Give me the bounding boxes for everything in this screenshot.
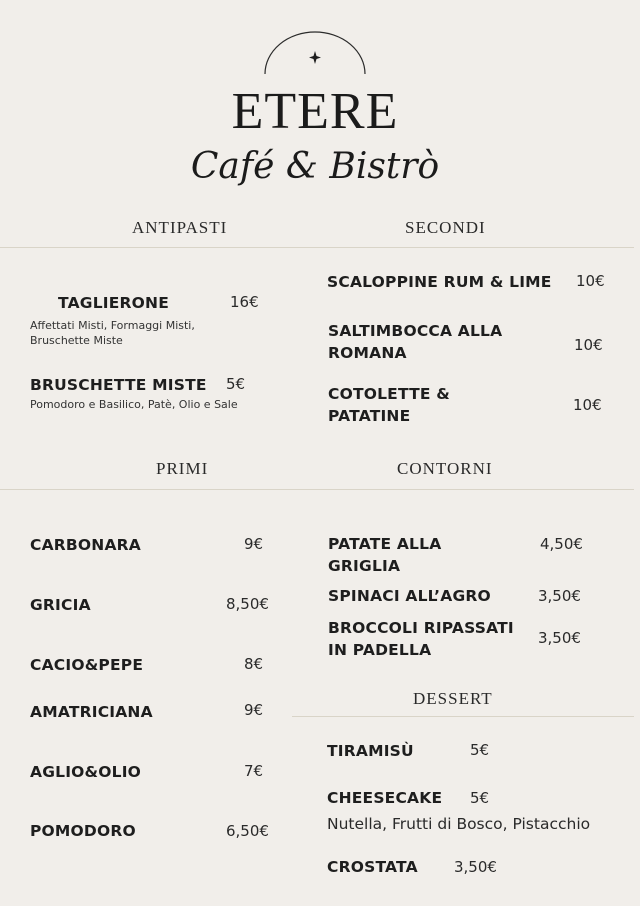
menu-item-price: 10€: [576, 272, 605, 290]
section-title-antipasti: ANTIPASTI: [132, 218, 228, 237]
divider: [0, 247, 634, 248]
menu-item-price: 7€: [244, 762, 264, 780]
menu-item-name: GRICIA: [30, 596, 91, 614]
menu-item-price: 5€: [226, 375, 246, 393]
arch-icon: [255, 28, 375, 78]
menu-item-desc: Pomodoro e Basilico, Patè, Olio e Sale: [30, 398, 238, 411]
menu-item-price: 5€: [470, 789, 490, 807]
menu-item-price: 10€: [573, 396, 602, 414]
menu-item-name: POMODORO: [30, 822, 136, 840]
divider: [0, 489, 634, 490]
section-title-dessert: DESSERT: [413, 689, 493, 708]
menu-item-name: TAGLIERONE: [58, 294, 169, 312]
menu-item-name: BROCCOLI RIPASSATI IN PADELLA: [328, 619, 514, 659]
brand-name: ETERE: [231, 83, 399, 140]
menu-item-price: 9€: [244, 701, 264, 719]
menu-item-price: 3,50€: [454, 858, 497, 876]
menu-item-price: 9€: [244, 535, 264, 553]
menu-item-name: AMATRICIANA: [30, 703, 153, 721]
menu-item-price: 8,50€: [226, 595, 269, 613]
menu-item-name: CACIO&PEPE: [30, 656, 144, 674]
menu-item-name: CROSTATA: [327, 858, 418, 876]
menu-item-name: BRUSCHETTE MISTE: [30, 376, 207, 394]
menu-item-desc: Nutella, Frutti di Bosco, Pistacchio: [327, 815, 591, 833]
menu-item-name: SALTIMBOCCA ALLA ROMANA: [328, 322, 503, 362]
star-icon: [309, 51, 321, 64]
menu-item-price: 3,50€: [538, 629, 581, 647]
menu-item-name: COTOLETTE & PATATINE: [328, 385, 450, 425]
menu-item-price: 8€: [244, 655, 264, 673]
section-title-secondi: SECONDI: [405, 218, 486, 237]
brand-subtitle: Café & Bistrò: [190, 146, 440, 187]
menu-item-price: 4,50€: [540, 535, 583, 553]
menu-item-name: AGLIO&OLIO: [30, 763, 142, 781]
menu-item-price: 3,50€: [538, 587, 581, 605]
menu-item-name: TIRAMISÙ: [327, 742, 414, 760]
menu-item-name: SPINACI ALL’AGRO: [328, 587, 491, 605]
menu-item-price: 6,50€: [226, 822, 269, 840]
menu-item-price: 16€: [230, 293, 259, 311]
menu-item-price: 10€: [574, 336, 603, 354]
section-title-primi: PRIMI: [156, 459, 209, 478]
section-title-contorni: CONTORNI: [397, 459, 493, 478]
menu-item-name: PATATE ALLA GRIGLIA: [328, 535, 442, 575]
divider: [292, 716, 634, 717]
menu-item-name: CHEESECAKE: [327, 789, 443, 807]
menu-item-name: SCALOPPINE RUM & LIME: [327, 273, 552, 291]
menu-item-desc: Affettati Misti, Formaggi Misti, Bruschette Miste: [30, 319, 195, 347]
menu-item-price: 5€: [470, 741, 490, 759]
menu-item-name: CARBONARA: [30, 536, 141, 554]
